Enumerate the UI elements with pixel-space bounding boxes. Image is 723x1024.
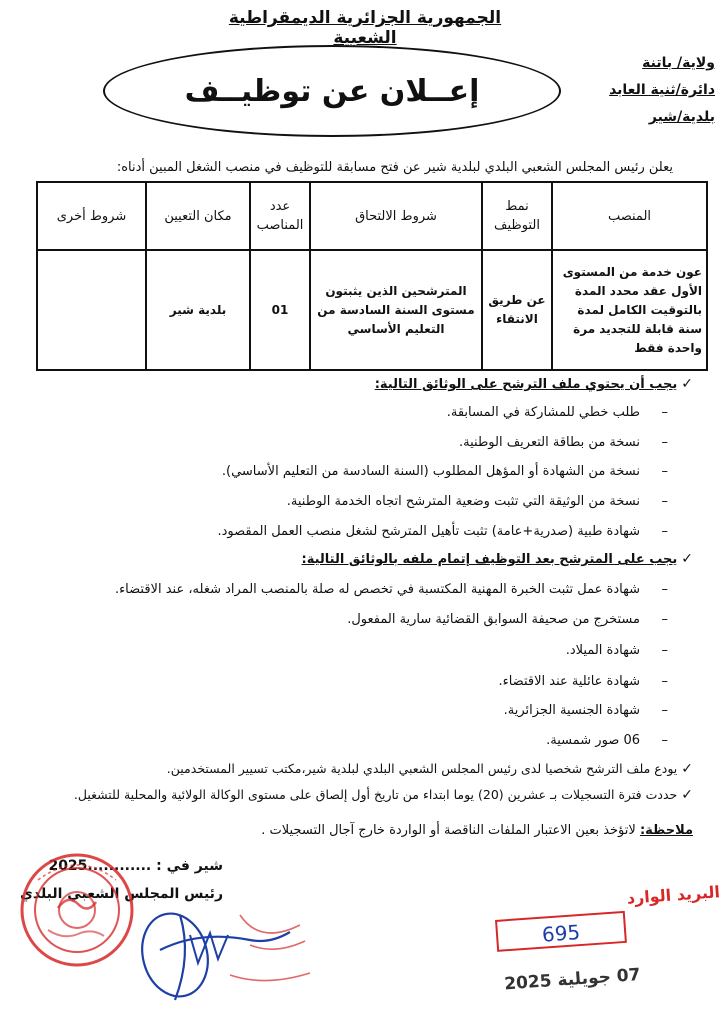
cell-recruit-mode: عن طريق الانتقاء [482,250,552,370]
document-title: إعــلان عن توظيــف [184,73,480,109]
cell-count: 01 [250,250,310,370]
daira-line: دائرة/ثنية العابد [609,82,715,98]
list-item: –06 صور شمسية. [546,733,668,748]
received-stamp-header: البريد الوارد [626,882,721,908]
list-item: –شهادة عمل تثبت الخبرة المهنية المكتسبة في تخصص له صلة بالمنصب المراد شغله، عند الاقتضاء. [114,582,668,597]
remark-text: لاتؤخذ بعين الاعتبار الملفات الناقصة أو الواردة خارج آجال التسجيلات . [261,823,636,838]
cell-post: عون خدمة من المستوى الأول عقد محدد المدة بالتوقيت الكامل لمدة سنة قابلة للتجديد مرة واحدة فقط [552,250,707,370]
received-stamp-number: 695 [541,920,581,947]
list-item: –نسخة من الشهادة أو المؤهل المطلوب (السنة السادسة من التعليم الأساسي). [221,464,668,479]
signature-title: رئيس المجلس الشعبي البلدي [20,886,223,902]
section1-heading: ✓يجب أن يحتوي ملف الترشح على الوثائق التالية: [374,376,693,392]
list-item: –شهادة طبية (صدرية+عامة) تثبت تأهيل المترشح لشغل منصب العمل المقصود. [217,524,668,539]
list-item: –شهادة الجنسية الجزائرية. [503,703,668,718]
table-header-row [37,182,707,250]
wilaya-line: ولاية/ باتنة [642,55,715,71]
header-count: عدد المناصب [250,182,310,250]
checkmark-icon: ✓ [681,787,693,803]
list-item: –مستخرج من صحيفة السوابق القضائية سارية المفعول. [347,612,668,627]
cell-conditions: المترشحين الذين يثبتون مستوى السنة السادسة من التعليم الأساسي [310,250,482,370]
title-oval [103,45,561,137]
administrative-block [609,50,715,131]
header-conditions: شروط الالتحاق [310,182,482,250]
intro-paragraph: يعلن رئيس المجلس الشعبي البلدي لبلدية شير عن فتح مسابقة للتوظيف في منصب الشغل المبين أدناه: [116,160,673,175]
received-mail-stamp [480,882,721,1002]
note-registration-period: ✓حددت فترة التسجيلات بـ عشرين (20) يوما ابتداء من تاريخ أول إلصاق على مستوى الوكالة الولائية والمحلية للتشغيل. [73,787,693,803]
signature-place-date: شير في : ............2025 [48,858,223,874]
list-item: –طلب خطي للمشاركة في المسابقة. [446,405,668,420]
checkmark-icon: ✓ [681,551,693,567]
note-deposit: ✓يودع ملف الترشح شخصيا لدى رئيس المجلس الشعبي البلدي لبلدية شير،مكتب تسيير المستخدمين. [166,761,693,777]
remark [261,823,693,838]
list-item: –شهادة عائلية عند الاقتضاء. [498,674,668,689]
cell-location: بلدية شير [146,250,250,370]
section2-heading: ✓يجب على المترشح بعد التوظيف إتمام ملفه بالوثائق التالية: [301,551,693,567]
job-table [36,181,708,371]
header-other: شروط أخرى [37,182,146,250]
table-row [37,250,707,370]
header-post: المنصب [552,182,707,250]
header-recruit-mode: نمط التوظيف [482,182,552,250]
cell-other [37,250,146,370]
republic-header: الجمهورية الجزائرية الديمقراطية الشعبية [228,8,502,48]
list-item: –شهادة الميلاد. [565,643,668,658]
checkmark-icon: ✓ [681,376,693,392]
checkmark-icon: ✓ [681,761,693,777]
handwritten-signature [130,895,330,1005]
header-location: مكان التعيين [146,182,250,250]
commune-line: بلدية/شير [648,109,715,125]
list-item: –نسخة من بطاقة التعريف الوطنية. [459,435,668,450]
remark-label: ملاحظة: [639,823,693,838]
received-stamp-date: 07 جويلية 2025 [503,964,642,995]
official-seal-stamp [18,850,136,970]
list-item: –نسخة من الوثيقة التي تثبت وضعية المترشح اتجاه الخدمة الوطنية. [286,494,668,509]
